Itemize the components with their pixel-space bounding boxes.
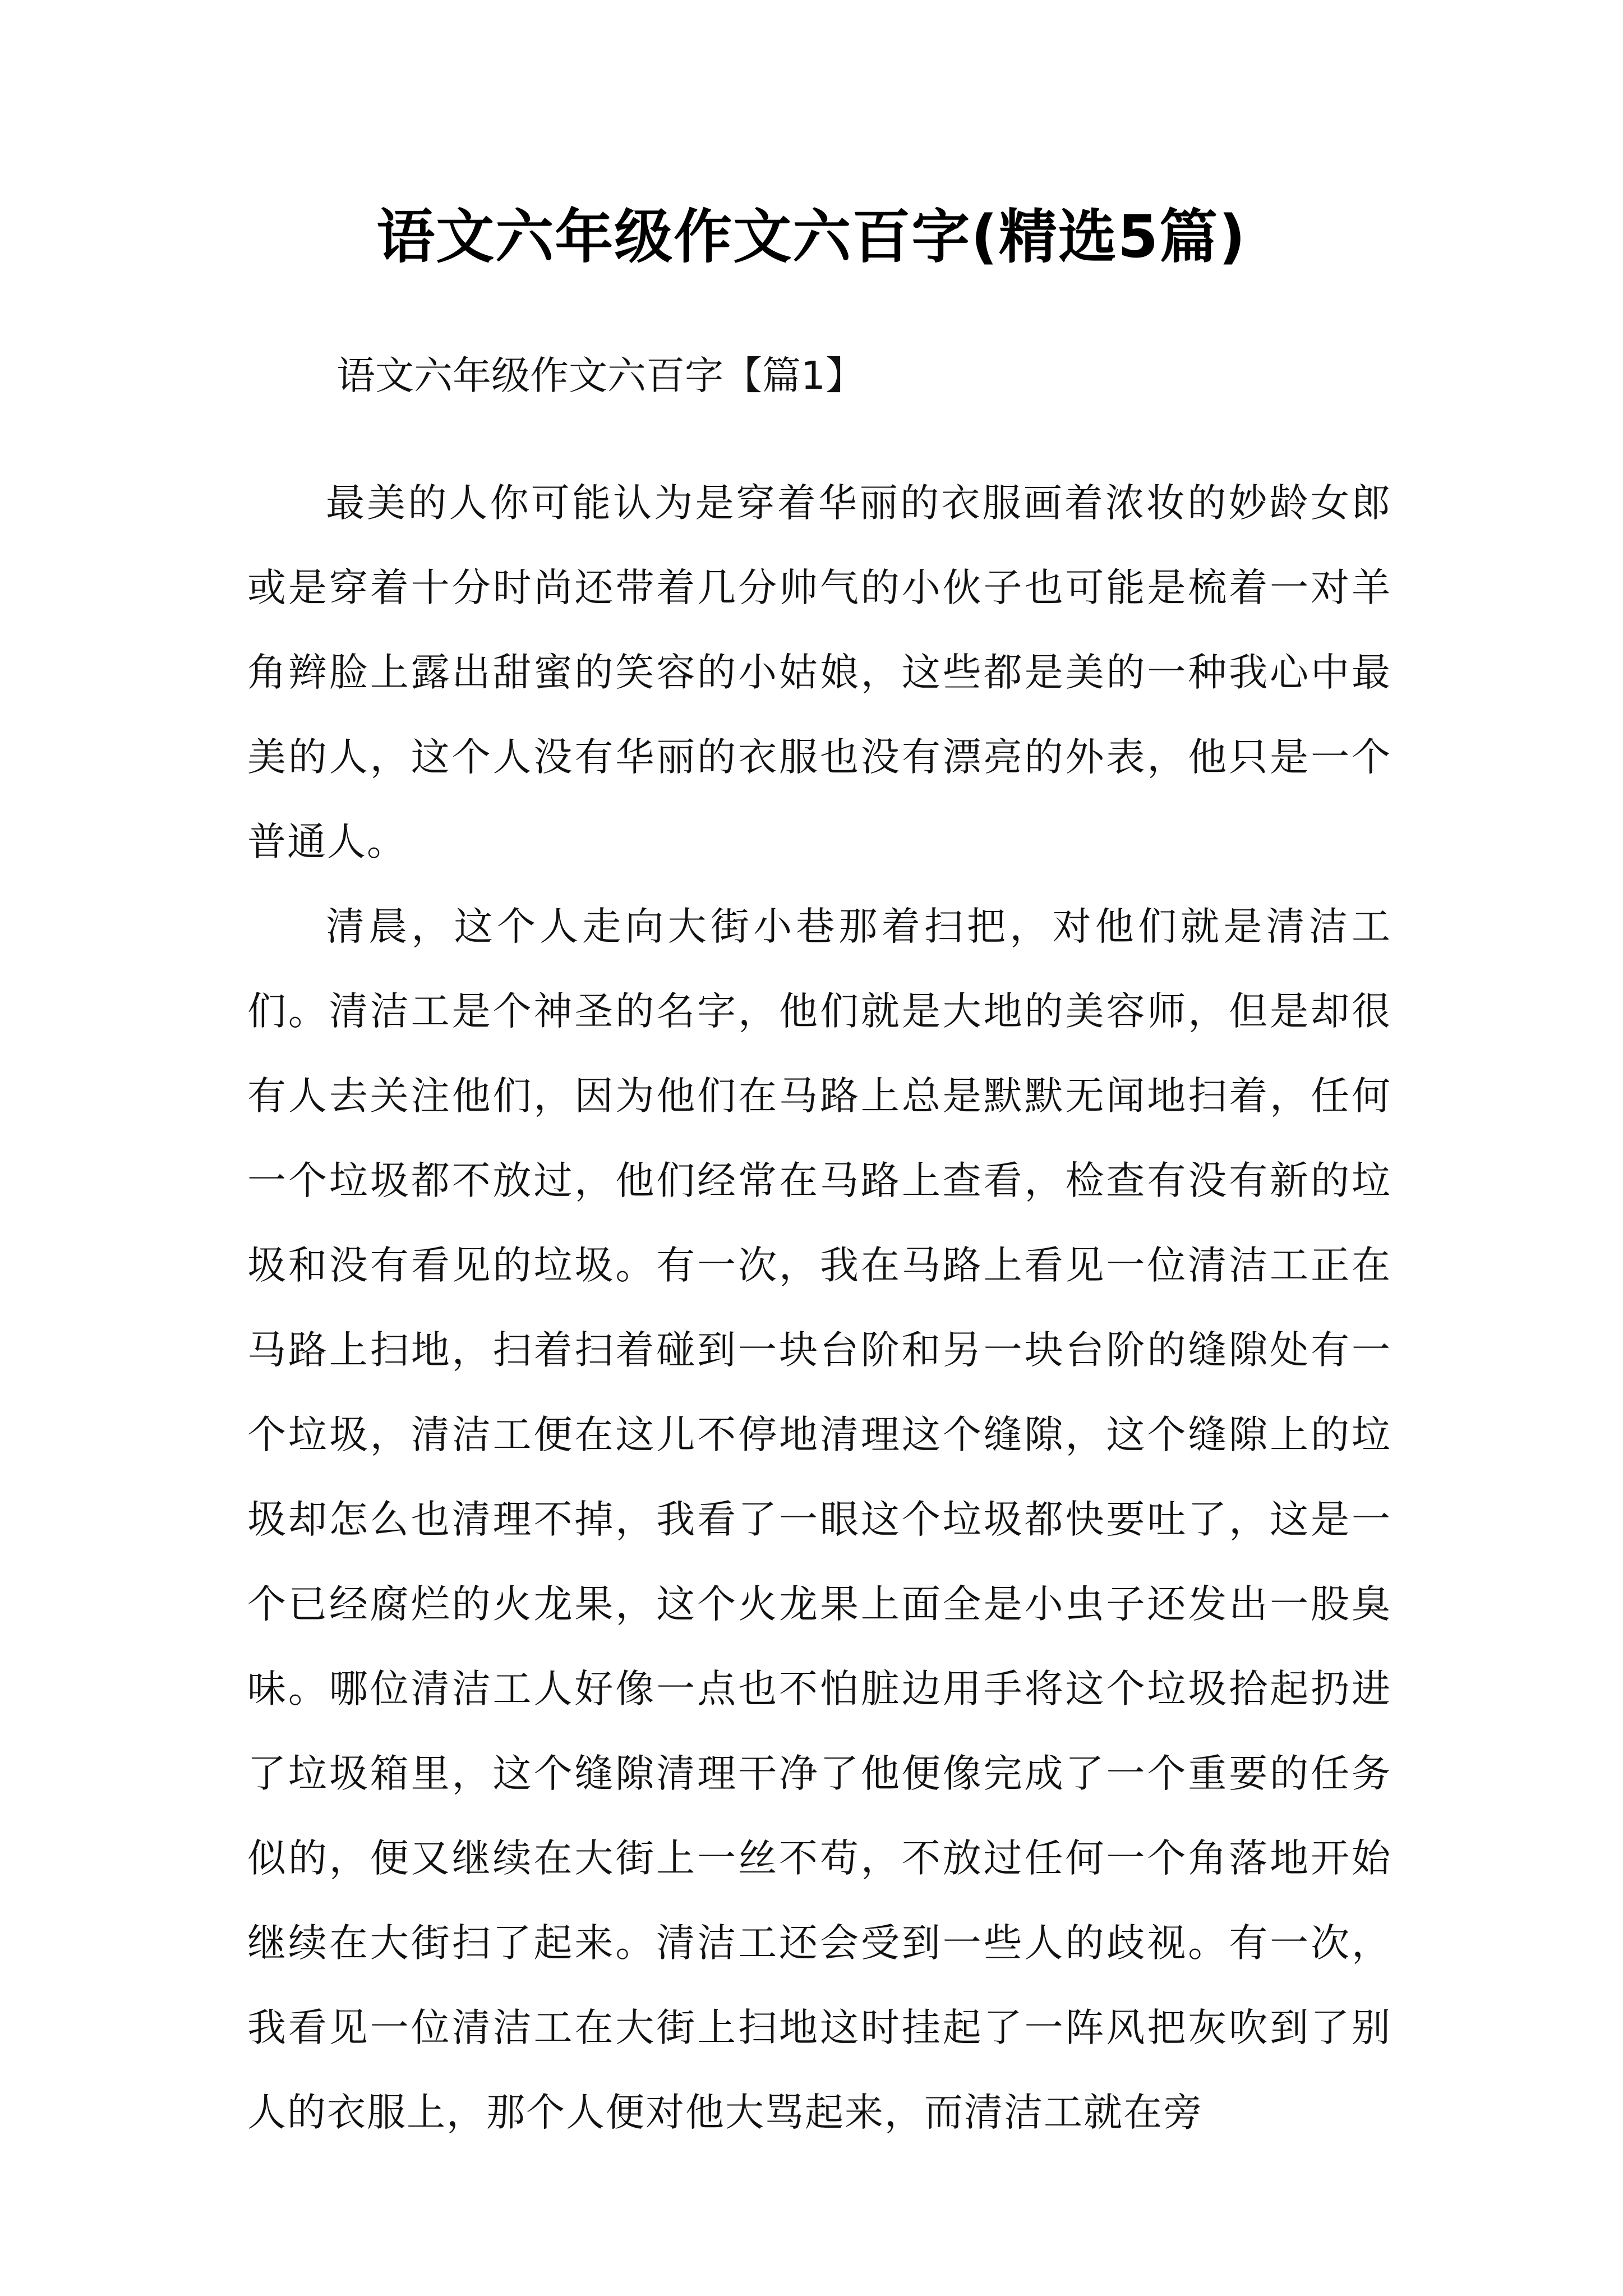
document-title: 语文六年级作文六百字(精选5篇) (376, 203, 1247, 271)
paragraph: 清晨，这个人走向大街小巷那着扫把，对他们就是清洁工们。清洁工是个神圣的名字，他们就是大地的美容师，但是却很有人去关注他们，因为他们在马路上总是默默无闻地扫着，任何一个垃圾都不放过，他们经常在马路上查看，检查有没有新的垃圾和没有看见的垃圾。有一次，我在马路上看见一位清洁工正在马路上扫地，扫着扫着碰到一块台阶和另一块台阶的缝隙处有一个垃圾，清洁工便在这儿不停地清理这个缝隙，这个缝隙上的垃圾却怎么也清理不掉，我看了一眼这个垃圾都快要吐了，这是一个已经腐烂的火龙果，这个火龙果上面全是小虫子还发出一股臭味。哪位清洁工人好像一点也不怕脏边用手将这个垃圾拾起扔进了垃圾箱里，这个缝隙清理干净了他便像完成了一个重要的任务似的，便又继续在大街上一丝不苟，不放过任何一个角落地开始继续在大街扫了起来。清洁工还会受到一些人的歧视。有一次，我看见一位清洁工在大街上扫地这时挂起了一阵风把灰吹到了别人的衣服上，那个人便对他大骂起来，而清洁工就在旁 (247, 904, 1391, 2135)
paragraph: 最美的人你可能认为是穿着华丽的衣服画着浓妆的妙龄女郎或是穿着十分时尚还带着几分帅气的小伙子也可能是梳着一对羊角辫脸上露出甜蜜的笑容的小姑娘，这些都是美的一种我心中最美的人，这个人没有华丽的衣服也没有漂亮的外表，他只是一个普通人。 (247, 481, 1391, 864)
section-heading: 语文六年级作文六百字【篇1】 (336, 353, 864, 398)
document-body (247, 461, 1391, 2155)
